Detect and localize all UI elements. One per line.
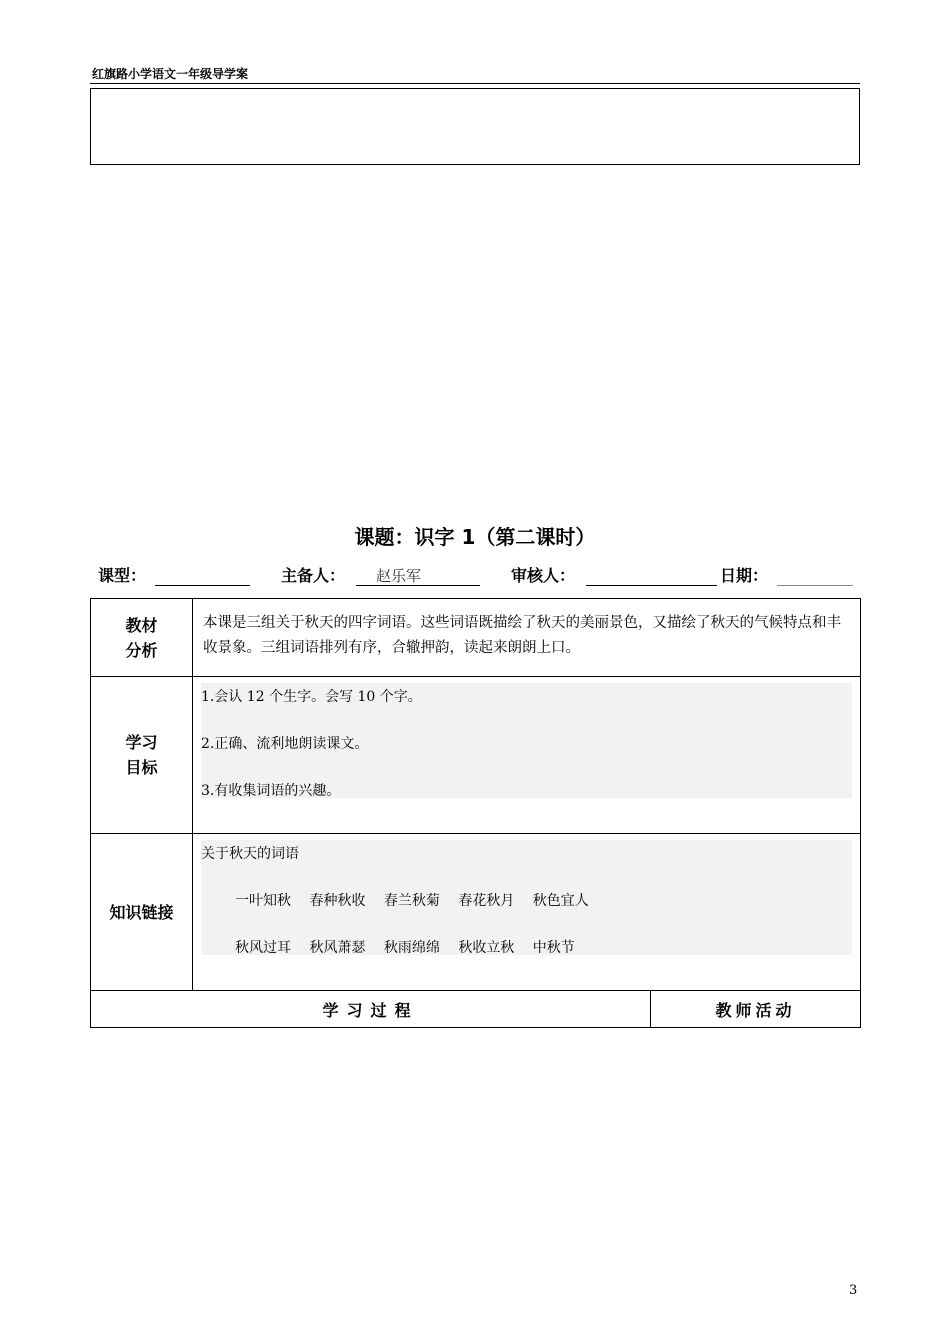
lesson-plan-table bbox=[90, 598, 861, 1028]
page-number: 3 bbox=[849, 1283, 858, 1298]
knowledge-content bbox=[193, 834, 861, 991]
analysis-label bbox=[91, 599, 193, 677]
lesson-type-field[interactable] bbox=[155, 565, 250, 586]
goal-item: 1.会认 12 个生字。会写 10 个字。 bbox=[201, 689, 422, 705]
knowledge-words-row: 秋风过耳 秋风萧瑟 秋雨绵绵 秋收立秋 中秋节 bbox=[235, 940, 575, 956]
previous-table-remnant bbox=[90, 88, 860, 165]
analysis-text: 本课是三组关于秋天的四字词语。这些词语既描绘了秋天的美丽景色，又描绘了秋天的气候特点和丰收景象。三组词语排列有序，合辙押韵，读起来朗朗上口。 bbox=[193, 599, 861, 677]
analysis-label-line-2: 分析 bbox=[125, 640, 158, 660]
reviewer-field[interactable] bbox=[586, 565, 717, 586]
lesson-title: 课题：识字 1（第二课时） bbox=[354, 525, 596, 549]
goal-item: 3.有收集词语的兴趣。 bbox=[201, 783, 341, 799]
goals-row bbox=[91, 677, 861, 834]
header-rule bbox=[90, 83, 860, 84]
author-label: 主备人： bbox=[281, 566, 346, 585]
knowledge-row bbox=[91, 834, 861, 991]
date-label: 日期： bbox=[720, 566, 769, 585]
analysis-label-line-1: 教材 bbox=[125, 615, 158, 635]
analysis-row bbox=[91, 599, 861, 677]
goals-label-line-1: 学习 bbox=[125, 733, 158, 752]
knowledge-words-row: 一叶知秋 春种秋收 春兰秋菊 春花秋月 秋色宜人 bbox=[235, 893, 589, 909]
goals-list bbox=[201, 683, 852, 798]
goals-content bbox=[193, 677, 861, 834]
goals-label bbox=[91, 677, 193, 834]
document-header: 红旗路小学语文一年级导学案 bbox=[92, 67, 249, 81]
teacher-activity-header: 教师活动 bbox=[651, 991, 861, 1028]
process-header: 学习过程 bbox=[91, 991, 651, 1028]
date-field[interactable] bbox=[777, 565, 853, 586]
reviewer-label: 审核人： bbox=[511, 566, 576, 585]
knowledge-list bbox=[201, 840, 852, 955]
knowledge-label: 知识链接 bbox=[91, 834, 193, 991]
knowledge-intro: 关于秋天的词语 bbox=[201, 846, 299, 862]
lesson-type-label: 课型： bbox=[98, 566, 147, 585]
process-header-row bbox=[91, 991, 861, 1028]
author-value: 赵乐军 bbox=[376, 567, 422, 585]
goal-item: 2.正确、流利地朗读课文。 bbox=[201, 736, 369, 752]
goals-label-line-2: 目标 bbox=[125, 758, 158, 777]
